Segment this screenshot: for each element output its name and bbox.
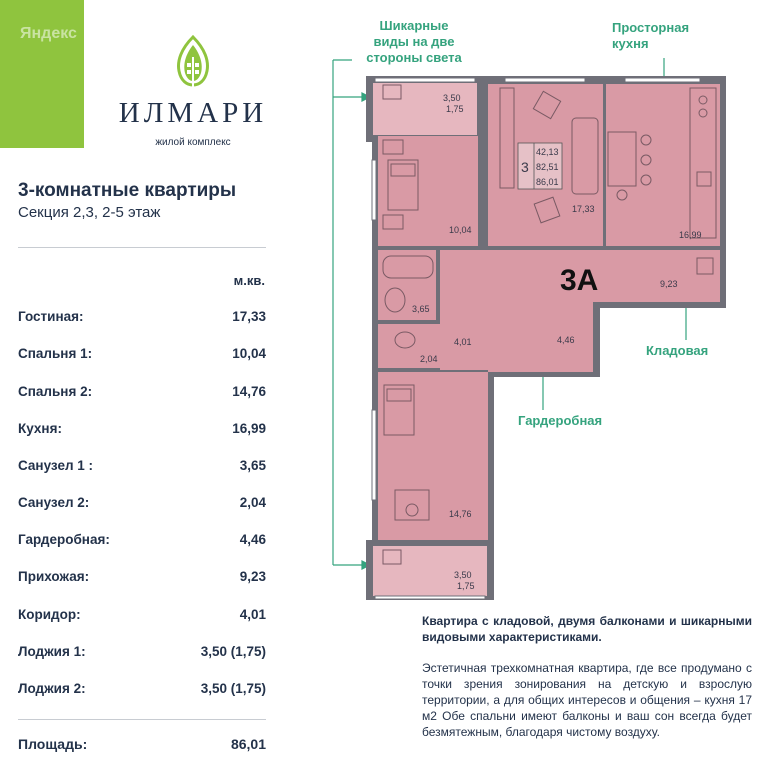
area-row	[18, 346, 266, 366]
area-stamp	[518, 143, 562, 189]
area-row-label: Лоджия 1:	[18, 644, 86, 659]
callout-kitchen	[612, 20, 712, 52]
area-row	[18, 384, 266, 404]
apartment-label: 3А	[560, 264, 599, 297]
unit-header: м.кв.	[233, 273, 265, 288]
wardrobe	[488, 302, 593, 372]
room-area-label: 9,23	[660, 279, 678, 289]
floor-plan	[330, 0, 750, 600]
area-row-value: 2,04	[239, 495, 266, 510]
area-row-value: 4,46	[239, 532, 266, 547]
logo-name: ИЛМАРИ	[118, 97, 268, 129]
area-row-label: Гостиная:	[18, 309, 84, 324]
kitchen	[606, 84, 720, 246]
area-row-label: Спальня 1:	[18, 346, 93, 361]
room-area-label: 1,75	[446, 104, 464, 114]
area-row-label: Коридор:	[18, 607, 81, 622]
room-area-label: 14,76	[449, 509, 472, 519]
callout-storage: Кладовая	[646, 343, 709, 358]
area-row	[18, 607, 266, 627]
total-area-row	[18, 736, 266, 756]
stamp-rooms: 3	[521, 159, 529, 175]
area-row-value: 4,01	[239, 607, 266, 622]
description-body: Эстетичная трехкомнатная квартира, где все продумано с точки зрения зонирования на детскую и взрослую территории, а для общих интересов и общения – кухня 17 м2 Обе спальни имеют балконы и ваш сон всегда будет безмятежным, благодаря чистому воздуху.	[422, 661, 752, 739]
area-row-label: Кухня:	[18, 421, 62, 436]
area-row-value: 16,99	[232, 421, 266, 436]
area-row-label: Лоджия 2:	[18, 681, 86, 696]
room-area-label: 4,46	[557, 335, 575, 345]
area-row	[18, 532, 266, 552]
room-area-label: 3,50	[454, 570, 472, 580]
watermark: Яндекс	[20, 25, 77, 42]
room-area-label: 1,75	[457, 581, 475, 591]
room-area-label: 17,33	[572, 204, 595, 214]
callout-line: кухня	[612, 36, 649, 51]
callout-line: стороны света	[366, 50, 462, 65]
area-row	[18, 309, 266, 329]
room-area-label: 4,01	[454, 337, 472, 347]
area-row-label: Прихожая:	[18, 569, 90, 584]
area-row-label: Санузел 1 :	[18, 458, 94, 473]
area-row-value: 14,76	[232, 384, 266, 399]
stamp-line: 42,13	[536, 147, 559, 157]
area-row-label: Санузел 2:	[18, 495, 90, 510]
callout-views	[362, 18, 466, 66]
area-row-label: Спальня 2:	[18, 384, 93, 399]
area-row	[18, 421, 266, 441]
description-headline: Квартира с кладовой, двумя балконами и шикарными видовыми характеристиками.	[422, 614, 752, 644]
callout-line: Просторная	[612, 20, 690, 35]
logo-subtitle: жилой комплекс	[155, 137, 231, 148]
divider	[18, 719, 266, 720]
area-row-value: 3,50 (1,75)	[200, 681, 266, 696]
page-subtitle: Секция 2,3, 2-5 этаж	[18, 204, 161, 221]
total-area-label: Площадь:	[18, 736, 88, 752]
leaf-icon	[175, 35, 211, 89]
area-row-value: 17,33	[232, 309, 266, 324]
area-row	[18, 458, 266, 478]
area-row	[18, 681, 266, 701]
room-area-label: 3,50	[443, 93, 461, 103]
area-row-label: Гардеробная:	[18, 532, 110, 547]
callout-wardrobe: Гардеробная	[518, 413, 603, 428]
divider	[18, 247, 266, 248]
corridor	[440, 250, 488, 370]
stamp-line: 82,51	[536, 162, 559, 172]
stamp-line: 86,01	[536, 177, 559, 187]
room-area-label: 3,65	[412, 304, 430, 314]
area-row-value: 9,23	[239, 569, 266, 584]
brand-corner-block	[0, 0, 84, 148]
room-area-label: 16,99	[679, 230, 702, 240]
area-row-value: 3,50 (1,75)	[200, 644, 266, 659]
area-row	[18, 569, 266, 589]
callout-line: виды на две	[373, 34, 455, 49]
area-row-value: 3,65	[239, 458, 266, 473]
callout-line: Шикарные	[379, 18, 449, 33]
room-area-label: 10,04	[449, 225, 472, 235]
area-row-value: 10,04	[232, 346, 266, 361]
page-title: 3-комнатные квартиры	[18, 180, 237, 201]
room-area-label: 2,04	[420, 354, 438, 364]
area-row	[18, 644, 266, 664]
area-row	[18, 495, 266, 515]
total-area-value: 86,01	[230, 736, 266, 752]
